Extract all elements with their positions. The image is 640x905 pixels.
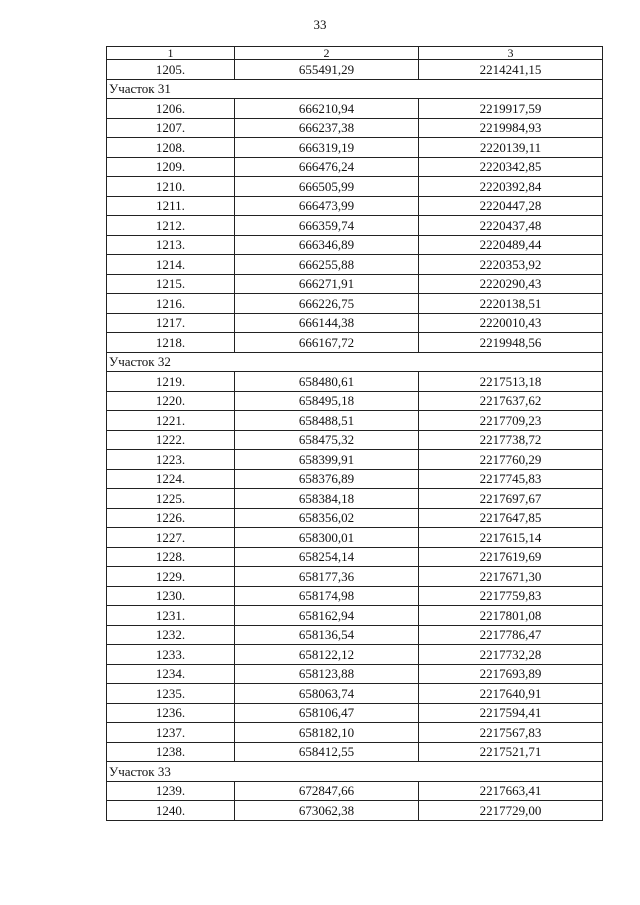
table-row — [107, 391, 603, 411]
y-coordinate-cell: 2217615,14 — [419, 528, 603, 548]
table-row — [107, 235, 603, 255]
y-coordinate-cell: 2217697,67 — [419, 489, 603, 509]
section-title: Участок 33 — [107, 762, 603, 782]
y-coordinate-cell: 2220139,11 — [419, 138, 603, 158]
table-row — [107, 528, 603, 548]
column-header-3: 3 — [419, 47, 603, 60]
section-row — [107, 352, 603, 372]
table-row — [107, 489, 603, 509]
y-coordinate-cell: 2214241,15 — [419, 60, 603, 80]
section-title: Участок 31 — [107, 79, 603, 99]
column-header-1: 1 — [107, 47, 235, 60]
point-number-cell: 1236. — [107, 703, 235, 723]
table-row — [107, 313, 603, 333]
table-row — [107, 411, 603, 431]
table-row — [107, 781, 603, 801]
point-number-cell: 1205. — [107, 60, 235, 80]
x-coordinate-cell: 666271,91 — [235, 274, 419, 294]
column-header-2: 2 — [235, 47, 419, 60]
point-number-cell: 1211. — [107, 196, 235, 216]
x-coordinate-cell: 666255,88 — [235, 255, 419, 275]
y-coordinate-cell: 2220342,85 — [419, 157, 603, 177]
point-number-cell: 1222. — [107, 430, 235, 450]
point-number-cell: 1208. — [107, 138, 235, 158]
table-row — [107, 372, 603, 392]
table-row — [107, 274, 603, 294]
y-coordinate-cell: 2217786,47 — [419, 625, 603, 645]
y-coordinate-cell: 2217640,91 — [419, 684, 603, 704]
point-number-cell: 1223. — [107, 450, 235, 470]
y-coordinate-cell: 2217663,41 — [419, 781, 603, 801]
point-number-cell: 1237. — [107, 723, 235, 743]
x-coordinate-cell: 658384,18 — [235, 489, 419, 509]
y-coordinate-cell: 2217709,23 — [419, 411, 603, 431]
table-row — [107, 157, 603, 177]
x-coordinate-cell: 658300,01 — [235, 528, 419, 548]
x-coordinate-cell: 658399,91 — [235, 450, 419, 470]
x-coordinate-cell: 673062,38 — [235, 801, 419, 821]
y-coordinate-cell: 2217729,00 — [419, 801, 603, 821]
x-coordinate-cell: 658106,47 — [235, 703, 419, 723]
table-row — [107, 625, 603, 645]
table-row — [107, 196, 603, 216]
y-coordinate-cell: 2219984,93 — [419, 118, 603, 138]
table-row — [107, 723, 603, 743]
table-row — [107, 567, 603, 587]
x-coordinate-cell: 666144,38 — [235, 313, 419, 333]
table-row — [107, 547, 603, 567]
coordinates-table-body — [107, 47, 603, 821]
y-coordinate-cell: 2217738,72 — [419, 430, 603, 450]
x-coordinate-cell: 658475,32 — [235, 430, 419, 450]
y-coordinate-cell: 2217760,29 — [419, 450, 603, 470]
section-row — [107, 762, 603, 782]
section-row — [107, 79, 603, 99]
y-coordinate-cell: 2217693,89 — [419, 664, 603, 684]
y-coordinate-cell: 2217619,69 — [419, 547, 603, 567]
point-number-cell: 1216. — [107, 294, 235, 314]
point-number-cell: 1210. — [107, 177, 235, 197]
point-number-cell: 1217. — [107, 313, 235, 333]
y-coordinate-cell: 2220447,28 — [419, 196, 603, 216]
table-row — [107, 177, 603, 197]
point-number-cell: 1230. — [107, 586, 235, 606]
x-coordinate-cell: 658376,89 — [235, 469, 419, 489]
table-row — [107, 60, 603, 80]
x-coordinate-cell: 658495,18 — [235, 391, 419, 411]
coordinates-table — [106, 46, 603, 821]
table-row — [107, 586, 603, 606]
y-coordinate-cell: 2220290,43 — [419, 274, 603, 294]
x-coordinate-cell: 658488,51 — [235, 411, 419, 431]
x-coordinate-cell: 666226,75 — [235, 294, 419, 314]
table-row — [107, 645, 603, 665]
y-coordinate-cell: 2217647,85 — [419, 508, 603, 528]
x-coordinate-cell: 658182,10 — [235, 723, 419, 743]
x-coordinate-cell: 658254,14 — [235, 547, 419, 567]
page-number: 33 — [313, 17, 327, 32]
point-number-cell: 1239. — [107, 781, 235, 801]
y-coordinate-cell: 2217745,83 — [419, 469, 603, 489]
x-coordinate-cell: 658480,61 — [235, 372, 419, 392]
y-coordinate-cell: 2217637,62 — [419, 391, 603, 411]
point-number-cell: 1233. — [107, 645, 235, 665]
section-title: Участок 32 — [107, 352, 603, 372]
point-number-cell: 1231. — [107, 606, 235, 626]
y-coordinate-cell: 2220392,84 — [419, 177, 603, 197]
x-coordinate-cell: 658162,94 — [235, 606, 419, 626]
point-number-cell: 1224. — [107, 469, 235, 489]
point-number-cell: 1227. — [107, 528, 235, 548]
table-row — [107, 118, 603, 138]
point-number-cell: 1214. — [107, 255, 235, 275]
y-coordinate-cell: 2217513,18 — [419, 372, 603, 392]
table-row — [107, 294, 603, 314]
table-row — [107, 801, 603, 821]
y-coordinate-cell: 2219917,59 — [419, 99, 603, 119]
y-coordinate-cell: 2217801,08 — [419, 606, 603, 626]
x-coordinate-cell: 658136,54 — [235, 625, 419, 645]
point-number-cell: 1226. — [107, 508, 235, 528]
x-coordinate-cell: 658177,36 — [235, 567, 419, 587]
y-coordinate-cell: 2220010,43 — [419, 313, 603, 333]
y-coordinate-cell: 2219948,56 — [419, 333, 603, 353]
point-number-cell: 1240. — [107, 801, 235, 821]
y-coordinate-cell: 2220489,44 — [419, 235, 603, 255]
point-number-cell: 1228. — [107, 547, 235, 567]
table-row — [107, 684, 603, 704]
point-number-cell: 1220. — [107, 391, 235, 411]
table-row — [107, 99, 603, 119]
x-coordinate-cell: 658122,12 — [235, 645, 419, 665]
y-coordinate-cell: 2220437,48 — [419, 216, 603, 236]
point-number-cell: 1212. — [107, 216, 235, 236]
table-row — [107, 450, 603, 470]
x-coordinate-cell: 666210,94 — [235, 99, 419, 119]
point-number-cell: 1221. — [107, 411, 235, 431]
point-number-cell: 1207. — [107, 118, 235, 138]
y-coordinate-cell: 2217732,28 — [419, 645, 603, 665]
y-coordinate-cell: 2217521,71 — [419, 742, 603, 762]
table-row — [107, 703, 603, 723]
y-coordinate-cell: 2217759,83 — [419, 586, 603, 606]
x-coordinate-cell: 666476,24 — [235, 157, 419, 177]
x-coordinate-cell: 666167,72 — [235, 333, 419, 353]
x-coordinate-cell: 658356,02 — [235, 508, 419, 528]
point-number-cell: 1229. — [107, 567, 235, 587]
point-number-cell: 1218. — [107, 333, 235, 353]
table-row — [107, 508, 603, 528]
x-coordinate-cell: 666319,19 — [235, 138, 419, 158]
point-number-cell: 1206. — [107, 99, 235, 119]
y-coordinate-cell: 2217567,83 — [419, 723, 603, 743]
table-row — [107, 333, 603, 353]
point-number-cell: 1225. — [107, 489, 235, 509]
table-row — [107, 606, 603, 626]
x-coordinate-cell: 658174,98 — [235, 586, 419, 606]
x-coordinate-cell: 666359,74 — [235, 216, 419, 236]
x-coordinate-cell: 658123,88 — [235, 664, 419, 684]
x-coordinate-cell: 658412,55 — [235, 742, 419, 762]
x-coordinate-cell: 666473,99 — [235, 196, 419, 216]
x-coordinate-cell: 655491,29 — [235, 60, 419, 80]
point-number-cell: 1209. — [107, 157, 235, 177]
x-coordinate-cell: 672847,66 — [235, 781, 419, 801]
table-row — [107, 469, 603, 489]
y-coordinate-cell: 2220353,92 — [419, 255, 603, 275]
point-number-cell: 1235. — [107, 684, 235, 704]
table-row — [107, 664, 603, 684]
x-coordinate-cell: 666505,99 — [235, 177, 419, 197]
point-number-cell: 1232. — [107, 625, 235, 645]
table-row — [107, 742, 603, 762]
table-row — [107, 430, 603, 450]
table-row — [107, 255, 603, 275]
point-number-cell: 1238. — [107, 742, 235, 762]
y-coordinate-cell: 2217671,30 — [419, 567, 603, 587]
point-number-cell: 1234. — [107, 664, 235, 684]
y-coordinate-cell: 2217594,41 — [419, 703, 603, 723]
y-coordinate-cell: 2220138,51 — [419, 294, 603, 314]
table-header-row — [107, 47, 603, 60]
point-number-cell: 1215. — [107, 274, 235, 294]
x-coordinate-cell: 658063,74 — [235, 684, 419, 704]
x-coordinate-cell: 666346,89 — [235, 235, 419, 255]
table-row — [107, 138, 603, 158]
table-row — [107, 216, 603, 236]
x-coordinate-cell: 666237,38 — [235, 118, 419, 138]
point-number-cell: 1219. — [107, 372, 235, 392]
point-number-cell: 1213. — [107, 235, 235, 255]
